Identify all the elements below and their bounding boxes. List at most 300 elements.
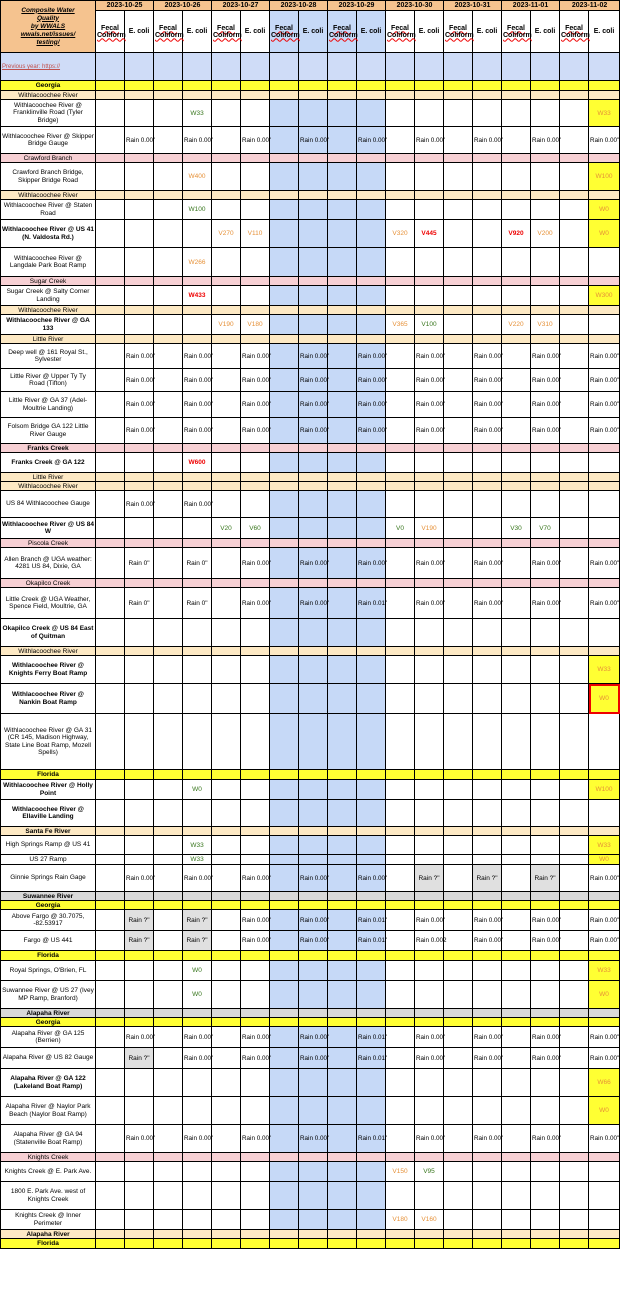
- section-cell[interactable]: [241, 444, 270, 453]
- rain-value-cell[interactable]: Rain 0.00": [531, 588, 560, 619]
- empty-cell[interactable]: [386, 800, 415, 827]
- empty-cell[interactable]: [473, 800, 502, 827]
- empty-cell[interactable]: [212, 369, 241, 392]
- section-cell[interactable]: [270, 951, 299, 961]
- section-cell[interactable]: [473, 81, 502, 91]
- rain-value-cell[interactable]: Rain 0.00": [299, 548, 328, 579]
- empty-cell[interactable]: [212, 931, 241, 951]
- empty-cell[interactable]: [270, 453, 299, 473]
- section-cell[interactable]: [502, 901, 531, 910]
- section-cell[interactable]: [212, 892, 241, 901]
- empty-cell[interactable]: [125, 961, 154, 981]
- rain-value-cell[interactable]: Rain 0.00": [531, 548, 560, 579]
- empty-cell[interactable]: [212, 163, 241, 191]
- section-cell[interactable]: [502, 306, 531, 315]
- rain-value-cell[interactable]: Rain 0.00": [531, 392, 560, 418]
- section-cell[interactable]: [154, 473, 183, 482]
- empty-cell[interactable]: [270, 780, 299, 800]
- empty-cell[interactable]: [212, 714, 241, 770]
- empty-cell[interactable]: [96, 369, 125, 392]
- empty-cell[interactable]: [444, 220, 473, 248]
- bacteria-value-cell[interactable]: V310: [531, 315, 560, 335]
- site-label[interactable]: Crawford Branch Bridge, Skipper Bridge Road: [1, 163, 96, 191]
- empty-cell[interactable]: [154, 1210, 183, 1230]
- section-cell[interactable]: [444, 1009, 473, 1018]
- date-header[interactable]: 2023-10-26: [154, 1, 212, 11]
- section-cell[interactable]: [183, 539, 212, 548]
- empty-cell[interactable]: [386, 656, 415, 684]
- empty-cell[interactable]: [270, 714, 299, 770]
- section-cell[interactable]: [415, 647, 444, 656]
- section-cell[interactable]: [183, 1009, 212, 1018]
- section-cell[interactable]: [386, 154, 415, 163]
- rain-value-cell[interactable]: Rain 0.01": [357, 1027, 386, 1048]
- empty-cell[interactable]: [328, 418, 357, 444]
- section-cell[interactable]: [531, 1018, 560, 1027]
- empty-cell[interactable]: [241, 656, 270, 684]
- empty-cell[interactable]: [386, 286, 415, 306]
- empty-cell[interactable]: [241, 1162, 270, 1182]
- empty-cell[interactable]: [96, 865, 125, 892]
- section-cell[interactable]: [386, 482, 415, 491]
- empty-cell[interactable]: [328, 619, 357, 647]
- section-cell[interactable]: [415, 191, 444, 200]
- site-label[interactable]: US 27 Ramp: [1, 855, 96, 865]
- section-cell[interactable]: [183, 277, 212, 286]
- section-cell[interactable]: [589, 539, 620, 548]
- empty-cell[interactable]: [531, 163, 560, 191]
- rain-value-cell[interactable]: Rain 0.00": [299, 1048, 328, 1069]
- section-cell[interactable]: [386, 1230, 415, 1239]
- empty-cell[interactable]: [473, 315, 502, 335]
- section-cell[interactable]: [386, 539, 415, 548]
- empty-cell[interactable]: [270, 220, 299, 248]
- rain-value-cell[interactable]: Rain 0.00": [183, 127, 212, 154]
- section-label[interactable]: Little River: [1, 473, 96, 482]
- empty-cell[interactable]: [154, 453, 183, 473]
- empty-cell[interactable]: [328, 1069, 357, 1097]
- section-cell[interactable]: [241, 901, 270, 910]
- section-cell[interactable]: [212, 335, 241, 344]
- empty-cell[interactable]: [270, 855, 299, 865]
- empty-cell[interactable]: [270, 127, 299, 154]
- empty-cell[interactable]: [415, 684, 444, 714]
- empty-cell[interactable]: [415, 619, 444, 647]
- empty-cell[interactable]: [502, 780, 531, 800]
- section-cell[interactable]: [473, 335, 502, 344]
- site-label[interactable]: Withlacoochee River @ GA 31 (CR 145, Madison Highway, State Line Boat Ramp, Mozell Spells): [1, 714, 96, 770]
- section-cell[interactable]: [96, 91, 125, 100]
- rain-value-cell[interactable]: Rain 0.00": [125, 1125, 154, 1153]
- bacteria-value-cell[interactable]: W400: [183, 163, 212, 191]
- empty-cell[interactable]: [560, 855, 589, 865]
- bacteria-value-cell[interactable]: V320: [386, 220, 415, 248]
- rain-value-cell[interactable]: Rain 0.00": [357, 392, 386, 418]
- empty-cell[interactable]: [560, 220, 589, 248]
- section-cell[interactable]: [357, 1018, 386, 1027]
- empty-cell[interactable]: [96, 855, 125, 865]
- rain-value-cell[interactable]: Rain 0.00": [241, 392, 270, 418]
- empty-cell[interactable]: [415, 248, 444, 277]
- section-cell[interactable]: [125, 770, 154, 780]
- section-cell[interactable]: [183, 892, 212, 901]
- section-cell[interactable]: [299, 892, 328, 901]
- empty-cell[interactable]: [473, 619, 502, 647]
- section-cell[interactable]: [96, 277, 125, 286]
- section-cell[interactable]: [299, 482, 328, 491]
- section-cell[interactable]: [589, 901, 620, 910]
- fecal-coliform-header[interactable]: Fecal Coliform: [560, 11, 589, 53]
- rain-value-cell[interactable]: Rain 0.00": [183, 344, 212, 369]
- rain-value-cell[interactable]: Rain 0.00": [589, 865, 620, 892]
- empty-cell[interactable]: [357, 518, 386, 539]
- empty-cell[interactable]: [154, 1162, 183, 1182]
- section-cell[interactable]: [444, 81, 473, 91]
- empty-cell[interactable]: [502, 1027, 531, 1048]
- empty-cell[interactable]: [154, 619, 183, 647]
- section-cell[interactable]: [328, 444, 357, 453]
- empty-cell[interactable]: [183, 315, 212, 335]
- section-cell[interactable]: [96, 473, 125, 482]
- empty-cell[interactable]: [357, 855, 386, 865]
- empty-cell[interactable]: [357, 981, 386, 1009]
- section-cell[interactable]: [96, 1239, 125, 1249]
- site-label[interactable]: Okapilco Creek @ US 84 East of Quitman: [1, 619, 96, 647]
- empty-cell[interactable]: [502, 491, 531, 518]
- rain-value-cell[interactable]: Rain 0.01": [357, 1125, 386, 1153]
- rain-value-cell[interactable]: Rain 0.00": [589, 127, 620, 154]
- section-cell[interactable]: [183, 1239, 212, 1249]
- section-cell[interactable]: [270, 335, 299, 344]
- rain-value-cell[interactable]: Rain 0.00": [415, 392, 444, 418]
- prev-year-cell[interactable]: [154, 53, 183, 81]
- empty-cell[interactable]: [502, 800, 531, 827]
- section-cell[interactable]: [473, 1230, 502, 1239]
- section-cell[interactable]: [183, 191, 212, 200]
- section-cell[interactable]: [154, 1018, 183, 1027]
- rain-value-cell[interactable]: Rain 0.00": [473, 1125, 502, 1153]
- empty-cell[interactable]: [415, 1182, 444, 1210]
- section-cell[interactable]: [125, 444, 154, 453]
- empty-cell[interactable]: [357, 248, 386, 277]
- empty-cell[interactable]: [386, 392, 415, 418]
- empty-cell[interactable]: [444, 931, 473, 951]
- section-cell[interactable]: [299, 647, 328, 656]
- empty-cell[interactable]: [502, 656, 531, 684]
- empty-cell[interactable]: [502, 836, 531, 855]
- empty-cell[interactable]: [212, 656, 241, 684]
- empty-cell[interactable]: [531, 836, 560, 855]
- section-cell[interactable]: [560, 482, 589, 491]
- empty-cell[interactable]: [386, 163, 415, 191]
- empty-cell[interactable]: [328, 1027, 357, 1048]
- rain-value-cell[interactable]: Rain 0.00": [125, 127, 154, 154]
- section-cell[interactable]: [473, 306, 502, 315]
- empty-cell[interactable]: [531, 200, 560, 220]
- empty-cell[interactable]: [96, 1069, 125, 1097]
- empty-cell[interactable]: [560, 931, 589, 951]
- empty-cell[interactable]: [328, 1097, 357, 1125]
- section-cell[interactable]: [241, 91, 270, 100]
- rain-value-cell[interactable]: Rain 0.00": [589, 418, 620, 444]
- section-cell[interactable]: [560, 1230, 589, 1239]
- section-cell[interactable]: [386, 473, 415, 482]
- empty-cell[interactable]: [212, 619, 241, 647]
- empty-cell[interactable]: [212, 1097, 241, 1125]
- empty-cell[interactable]: [299, 780, 328, 800]
- section-cell[interactable]: [560, 579, 589, 588]
- empty-cell[interactable]: [299, 836, 328, 855]
- rain-value-cell[interactable]: Rain 0.00": [589, 369, 620, 392]
- section-cell[interactable]: [502, 1018, 531, 1027]
- empty-cell[interactable]: [386, 491, 415, 518]
- section-cell[interactable]: [560, 277, 589, 286]
- empty-cell[interactable]: [96, 200, 125, 220]
- site-label[interactable]: Knights Creek @ Inner Perimeter: [1, 1210, 96, 1230]
- rain-value-cell[interactable]: Rain 0.00": [241, 548, 270, 579]
- bacteria-value-cell[interactable]: V60: [241, 518, 270, 539]
- section-cell[interactable]: [560, 154, 589, 163]
- section-cell[interactable]: [444, 770, 473, 780]
- empty-cell[interactable]: [270, 1097, 299, 1125]
- section-cell[interactable]: [270, 81, 299, 91]
- section-cell[interactable]: [415, 1018, 444, 1027]
- section-cell[interactable]: [415, 154, 444, 163]
- section-cell[interactable]: [531, 647, 560, 656]
- section-label[interactable]: Franks Creek: [1, 444, 96, 453]
- section-cell[interactable]: [415, 1230, 444, 1239]
- section-cell[interactable]: [415, 81, 444, 91]
- empty-cell[interactable]: [444, 1125, 473, 1153]
- bacteria-value-cell[interactable]: W0: [589, 200, 620, 220]
- site-label[interactable]: Folsom Bridge GA 122 Little River Gauge: [1, 418, 96, 444]
- section-cell[interactable]: [125, 951, 154, 961]
- section-cell[interactable]: [357, 1153, 386, 1162]
- section-cell[interactable]: [386, 1239, 415, 1249]
- section-cell[interactable]: [328, 827, 357, 836]
- empty-cell[interactable]: [154, 100, 183, 127]
- empty-cell[interactable]: [357, 780, 386, 800]
- section-cell[interactable]: [386, 770, 415, 780]
- empty-cell[interactable]: [125, 800, 154, 827]
- section-cell[interactable]: [502, 191, 531, 200]
- empty-cell[interactable]: [125, 220, 154, 248]
- empty-cell[interactable]: [328, 931, 357, 951]
- empty-cell[interactable]: [154, 981, 183, 1009]
- empty-cell[interactable]: [212, 548, 241, 579]
- empty-cell[interactable]: [502, 453, 531, 473]
- section-cell[interactable]: [502, 827, 531, 836]
- empty-cell[interactable]: [96, 548, 125, 579]
- section-cell[interactable]: [241, 1018, 270, 1027]
- empty-cell[interactable]: [154, 163, 183, 191]
- rain-unknown-cell[interactable]: Rain ?": [531, 865, 560, 892]
- empty-cell[interactable]: [386, 780, 415, 800]
- section-cell[interactable]: [386, 827, 415, 836]
- empty-cell[interactable]: [241, 1210, 270, 1230]
- rain-value-cell[interactable]: Rain 0.00": [415, 127, 444, 154]
- section-cell[interactable]: [154, 539, 183, 548]
- section-cell[interactable]: [328, 335, 357, 344]
- section-cell[interactable]: [502, 1230, 531, 1239]
- section-label[interactable]: Withlacoochee River: [1, 306, 96, 315]
- section-cell[interactable]: [328, 892, 357, 901]
- bacteria-value-cell[interactable]: V445: [415, 220, 444, 248]
- section-cell[interactable]: [270, 1230, 299, 1239]
- date-header[interactable]: 2023-10-29: [328, 1, 386, 11]
- rain-value-cell[interactable]: Rain 0.00": [299, 1125, 328, 1153]
- section-cell[interactable]: [560, 473, 589, 482]
- ecoli-header[interactable]: E. coli: [531, 11, 560, 53]
- site-label[interactable]: Little River @ GA 37 (Adel-Moultrie Landing): [1, 392, 96, 418]
- section-cell[interactable]: [212, 444, 241, 453]
- section-cell[interactable]: [96, 306, 125, 315]
- rain-value-cell[interactable]: Rain 0.00": [183, 1027, 212, 1048]
- empty-cell[interactable]: [386, 100, 415, 127]
- empty-cell[interactable]: [357, 1182, 386, 1210]
- section-cell[interactable]: [299, 579, 328, 588]
- bacteria-value-cell[interactable]: V110: [241, 220, 270, 248]
- rain-value-cell[interactable]: Rain 0.00": [531, 1125, 560, 1153]
- section-cell[interactable]: [531, 579, 560, 588]
- empty-cell[interactable]: [502, 714, 531, 770]
- empty-cell[interactable]: [328, 491, 357, 518]
- site-label[interactable]: Alapaha River @ Naylor Park Beach (Naylor Boat Ramp): [1, 1097, 96, 1125]
- rain-value-cell[interactable]: Rain 0.00": [357, 418, 386, 444]
- section-cell[interactable]: [357, 1009, 386, 1018]
- empty-cell[interactable]: [560, 392, 589, 418]
- empty-cell[interactable]: [328, 865, 357, 892]
- section-cell[interactable]: [183, 579, 212, 588]
- empty-cell[interactable]: [444, 518, 473, 539]
- section-cell[interactable]: [502, 892, 531, 901]
- bacteria-value-cell[interactable]: V70: [531, 518, 560, 539]
- empty-cell[interactable]: [415, 163, 444, 191]
- rain-value-cell[interactable]: Rain 0.00": [589, 344, 620, 369]
- empty-cell[interactable]: [241, 961, 270, 981]
- empty-cell[interactable]: [212, 286, 241, 306]
- empty-cell[interactable]: [212, 200, 241, 220]
- empty-cell[interactable]: [560, 656, 589, 684]
- site-label[interactable]: Withlacoochee River @ Knights Ferry Boat Ramp: [1, 656, 96, 684]
- section-cell[interactable]: [328, 81, 357, 91]
- empty-cell[interactable]: [299, 855, 328, 865]
- section-cell[interactable]: [386, 191, 415, 200]
- empty-cell[interactable]: [560, 1182, 589, 1210]
- empty-cell[interactable]: [96, 588, 125, 619]
- section-cell[interactable]: [328, 579, 357, 588]
- empty-cell[interactable]: [125, 200, 154, 220]
- rain-value-cell[interactable]: Rain 0.00": [415, 548, 444, 579]
- empty-cell[interactable]: [560, 1125, 589, 1153]
- empty-cell[interactable]: [386, 910, 415, 931]
- section-cell[interactable]: [473, 539, 502, 548]
- empty-cell[interactable]: [212, 961, 241, 981]
- bacteria-value-cell[interactable]: W433: [183, 286, 212, 306]
- empty-cell[interactable]: [357, 619, 386, 647]
- site-label[interactable]: Sugar Creek @ Salty Corner Landing: [1, 286, 96, 306]
- section-cell[interactable]: [299, 770, 328, 780]
- section-cell[interactable]: [386, 1153, 415, 1162]
- empty-cell[interactable]: [154, 344, 183, 369]
- rain-value-cell[interactable]: Rain 0.00": [183, 1125, 212, 1153]
- section-cell[interactable]: [357, 81, 386, 91]
- empty-cell[interactable]: [241, 1182, 270, 1210]
- section-cell[interactable]: [560, 892, 589, 901]
- empty-cell[interactable]: [589, 1162, 620, 1182]
- section-cell[interactable]: [270, 444, 299, 453]
- section-cell[interactable]: [125, 1230, 154, 1239]
- empty-cell[interactable]: [125, 656, 154, 684]
- section-cell[interactable]: [154, 482, 183, 491]
- empty-cell[interactable]: [444, 684, 473, 714]
- empty-cell[interactable]: [357, 684, 386, 714]
- empty-cell[interactable]: [270, 1210, 299, 1230]
- empty-cell[interactable]: [560, 800, 589, 827]
- empty-cell[interactable]: [96, 1182, 125, 1210]
- empty-cell[interactable]: [270, 200, 299, 220]
- empty-cell[interactable]: [444, 369, 473, 392]
- ecoli-header[interactable]: E. coli: [241, 11, 270, 53]
- empty-cell[interactable]: [212, 453, 241, 473]
- empty-cell[interactable]: [328, 248, 357, 277]
- empty-cell[interactable]: [241, 200, 270, 220]
- ecoli-header[interactable]: E. coli: [589, 11, 620, 53]
- empty-cell[interactable]: [444, 1182, 473, 1210]
- section-cell[interactable]: [299, 473, 328, 482]
- empty-cell[interactable]: [299, 200, 328, 220]
- empty-cell[interactable]: [270, 961, 299, 981]
- bacteria-value-cell[interactable]: V160: [415, 1210, 444, 1230]
- section-cell[interactable]: [212, 277, 241, 286]
- site-label[interactable]: Withlacoochee River @ US 41 (N. Valdosta Rd.): [1, 220, 96, 248]
- section-cell[interactable]: [183, 444, 212, 453]
- section-cell[interactable]: [125, 191, 154, 200]
- section-cell[interactable]: [125, 892, 154, 901]
- empty-cell[interactable]: [328, 961, 357, 981]
- section-cell[interactable]: [154, 277, 183, 286]
- empty-cell[interactable]: [154, 286, 183, 306]
- empty-cell[interactable]: [125, 780, 154, 800]
- rain-value-cell[interactable]: Rain 0.00": [415, 1125, 444, 1153]
- section-cell[interactable]: [589, 306, 620, 315]
- empty-cell[interactable]: [386, 344, 415, 369]
- empty-cell[interactable]: [560, 714, 589, 770]
- section-cell[interactable]: [241, 191, 270, 200]
- rain-value-cell[interactable]: Rain 0.00": [183, 418, 212, 444]
- section-cell[interactable]: [589, 91, 620, 100]
- section-cell[interactable]: [96, 901, 125, 910]
- section-cell[interactable]: [531, 1230, 560, 1239]
- section-cell[interactable]: [531, 770, 560, 780]
- section-cell[interactable]: [96, 892, 125, 901]
- section-cell[interactable]: [386, 91, 415, 100]
- empty-cell[interactable]: [502, 1097, 531, 1125]
- empty-cell[interactable]: [96, 800, 125, 827]
- empty-cell[interactable]: [96, 684, 125, 714]
- empty-cell[interactable]: [444, 961, 473, 981]
- rain-value-cell[interactable]: Rain 0.00": [415, 588, 444, 619]
- empty-cell[interactable]: [154, 220, 183, 248]
- empty-cell[interactable]: [125, 1097, 154, 1125]
- empty-cell[interactable]: [473, 100, 502, 127]
- prev-year-cell[interactable]: [299, 53, 328, 81]
- empty-cell[interactable]: [212, 1125, 241, 1153]
- empty-cell[interactable]: [154, 961, 183, 981]
- rain-value-cell[interactable]: Rain 0.00": [473, 1048, 502, 1069]
- section-label[interactable]: Florida: [1, 951, 96, 961]
- empty-cell[interactable]: [473, 714, 502, 770]
